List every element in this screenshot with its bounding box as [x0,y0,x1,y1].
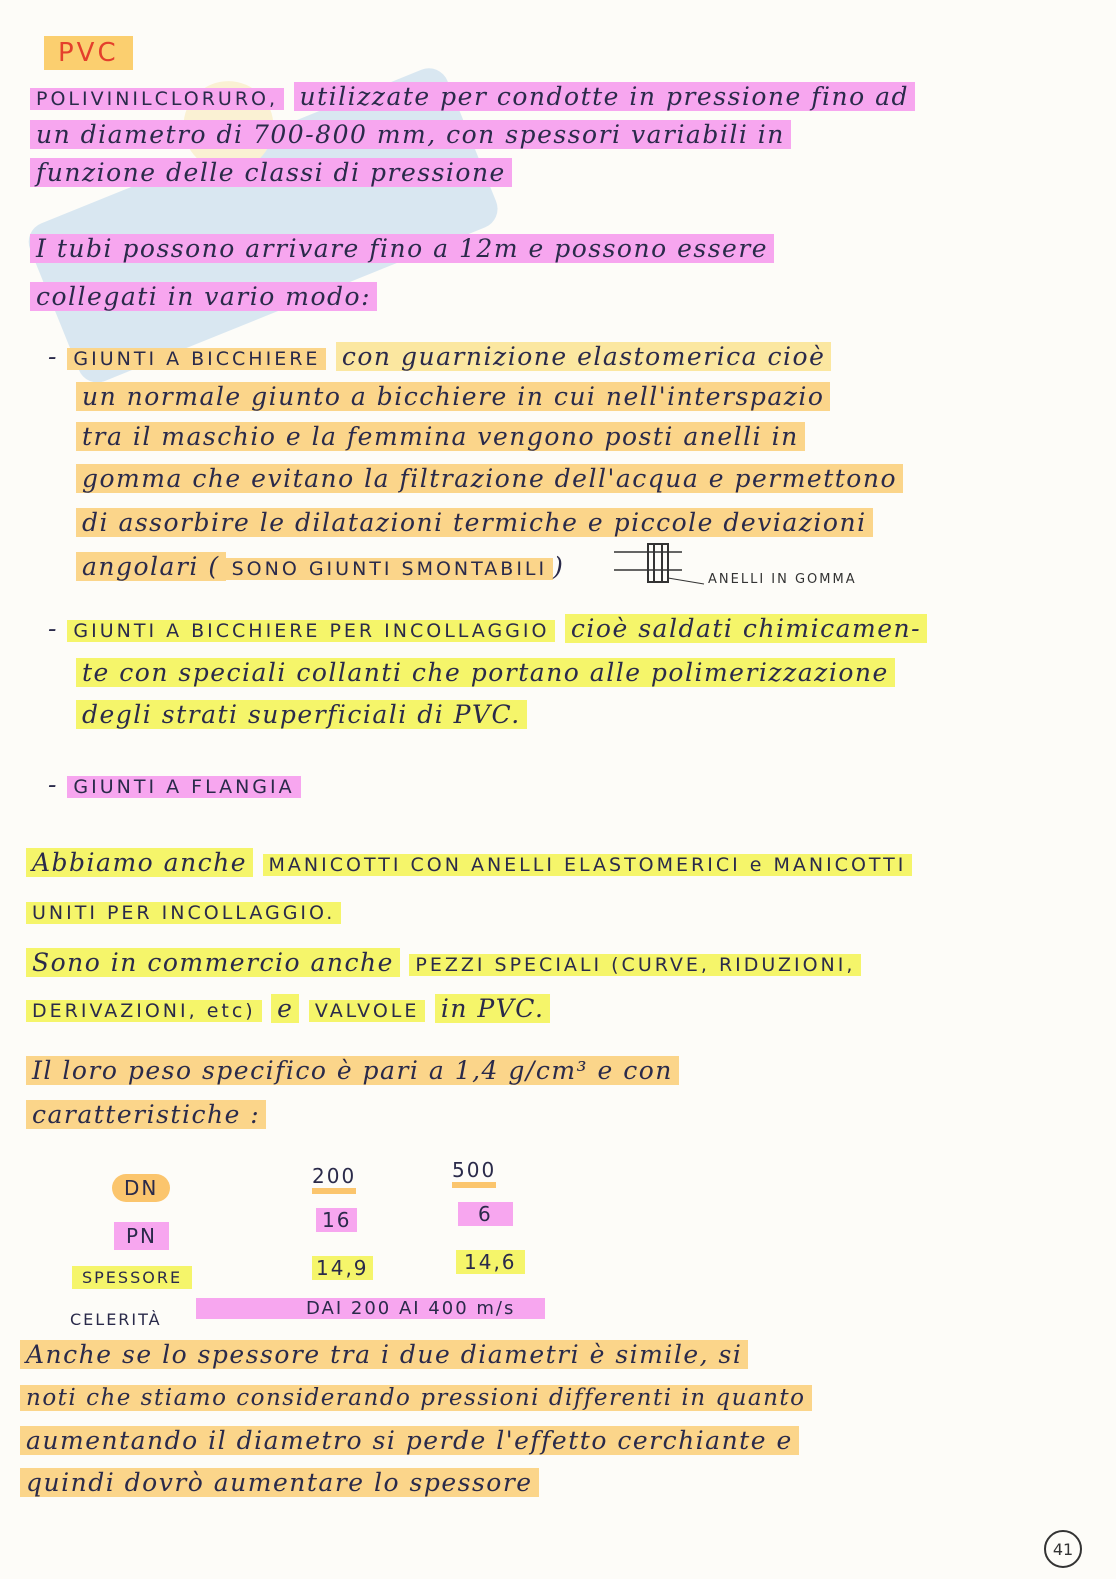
highlight-term: DERIVAZIONI, etc) [26,1000,262,1022]
table-label-spessore: SPESSORE [72,1266,192,1289]
page-title: PVC [44,36,133,70]
highlight-term: PEZZI SPECIALI (CURVE, RIDUZIONI, [409,954,861,976]
highlight-text: aumentando il diametro si perde l'effetto cerchiante e [20,1426,799,1455]
table-cell: 6 [458,1202,513,1226]
text-line [26,1098,266,1132]
list-item-2 [48,612,927,648]
bullet-dash: - [48,770,58,799]
highlight-text: in PVC. [435,994,551,1023]
list-item-3 [48,768,301,804]
text-line [76,506,873,540]
list-item-1 [48,340,831,376]
list-item-text: angolari ( [76,552,226,581]
page-number: 41 [1044,1530,1082,1568]
text-line [26,894,341,930]
highlight-text: Il loro peso specifico è pari a 1,4 g/cm³ e con [26,1056,679,1085]
table-cell: 14,6 [456,1250,525,1274]
highlight-text: Sono in commercio anche [26,948,400,977]
text-line [30,280,377,314]
list-item-heading: GIUNTI A FLANGIA [67,776,300,798]
text-line [76,656,895,690]
table-cell: 14,9 [312,1256,373,1280]
bullet-dash: - [48,342,58,371]
joint-diagram-icon [612,540,708,590]
highlight-text: quindi dovrò aumentare lo spessore [20,1468,539,1497]
highlight-term: POLIVINILCLORURO, [30,88,284,110]
text-line [30,232,774,266]
table-label-dn: DN [112,1174,170,1202]
highlight-term: VALVOLE [309,1000,426,1022]
text-line [30,80,915,116]
table-cell-celerita: DAI 200 AI 400 m/s [196,1298,545,1319]
text-line [20,1338,748,1372]
highlight-text: e [271,994,299,1023]
list-item-text: con guarnizione elastomerica cioè [336,342,831,371]
highlight-text: utilizzate per condotte in pressione fino ad [294,82,916,111]
text-line [76,462,903,496]
highlight-term: UNITI PER INCOLLAGGIO. [26,902,341,924]
list-item-text: di assorbire le dilatazioni termiche e piccole deviazioni [76,508,873,537]
list-item-text: cioè saldati chimicamen- [565,614,927,643]
text-line [20,1380,812,1415]
list-item-text: un normale giunto a bicchiere in cui nell'interspazio [76,382,830,411]
highlight-text: noti che stiamo considerando pressioni differenti in quanto [20,1385,812,1411]
text-line [26,846,912,882]
text-line [26,1054,679,1088]
highlight-text: I tubi possono arrivare fino a 12m e possono essere [30,234,774,263]
list-item-text: ) [553,552,565,581]
highlight-text: funzione delle classi di pressione [30,158,512,187]
text-line [20,1466,539,1500]
table-cell: 200 [312,1164,356,1194]
highlight-text: un diametro di 700-800 mm, con spessori variabili in [30,120,791,149]
highlight-text: Anche se lo spessore tra i due diametri è simile, si [20,1340,748,1369]
text-line [30,118,791,152]
diagram-label: ANELLI IN GOMMA [708,572,857,587]
text-line [26,992,550,1028]
table-cell: 16 [316,1208,357,1232]
list-item-text: gomma che evitano la filtrazione dell'acqua e permettono [76,464,903,493]
text-line [30,156,512,190]
highlight-term: MANICOTTI CON ANELLI ELASTOMERICI e MANICOTTI [263,854,913,876]
text-line [76,380,830,414]
highlight-text: caratteristiche : [26,1100,266,1129]
table-label-pn: PN [114,1222,169,1250]
list-item-text: te con speciali collanti che portano alle polimerizzazione [76,658,895,687]
list-item-heading: GIUNTI A BICCHIERE [67,348,326,370]
text-line [26,946,861,982]
list-item-text: tra il maschio e la femmina vengono posti anelli in [76,422,805,451]
text-line [20,1424,799,1458]
highlight-text: collegati in vario modo: [30,282,377,311]
text-line [76,550,564,586]
list-item-note: SONO GIUNTI SMONTABILI [226,558,554,580]
bullet-dash: - [48,614,58,643]
highlight-text: Abbiamo anche [26,848,253,877]
table-label-celerita: CELERITÀ [70,1310,162,1329]
table-cell: 500 [452,1158,496,1188]
text-line [76,420,805,454]
text-line [76,698,527,732]
list-item-heading: GIUNTI A BICCHIERE PER INCOLLAGGIO [67,620,555,642]
list-item-text: degli strati superficiali di PVC. [76,700,527,729]
